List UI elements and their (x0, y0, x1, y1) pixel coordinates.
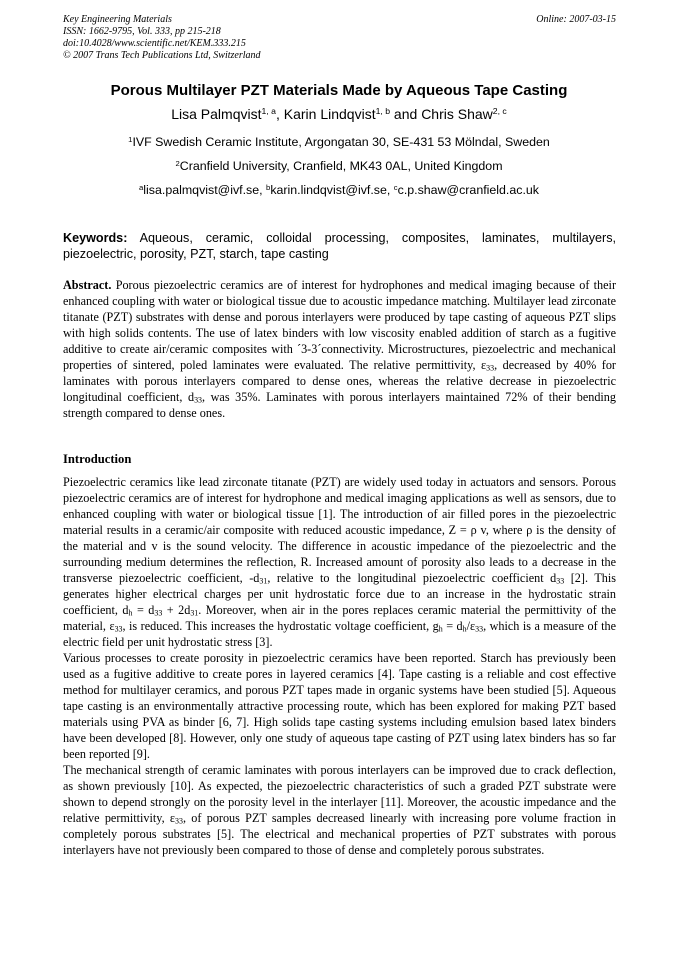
paragraph-text: = d (442, 619, 463, 633)
paragraph-text: Piezoelectric ceramics like lead zirconate titanate (PZT) are widely used today in actuators and sensors. Porous piezoelectric ceramics are of interest for hydrophone and medical imaging applications as well as sensors, due to enhanced coupling with water or biological tissue [1]. The introduction of air filled pores in the piezoelectric material results in a ceramic/air composite with reduced acoustic impedance, Z = ρ v, where ρ is the density of the material and v is the sound velocity. The difference in acoustic impedance of the piezoelectric and the surrounding medium determines the reflection, R. Increased amount of porosity also leads to a decrease in the transverse piezoelectric coefficient, -d (63, 475, 616, 585)
abstract-section (63, 277, 616, 421)
author-separator: and (390, 106, 422, 122)
doi-line[interactable]: doi:10.4028/www.scientific.net/KEM.333.215 (63, 38, 246, 49)
keywords-section (63, 230, 616, 262)
introduction-section (63, 474, 616, 858)
affiliation-mark: 1 (128, 134, 133, 144)
author-affiliation-mark: 1, b (375, 106, 391, 117)
author-name: Karin Lindqvist (283, 106, 376, 122)
email-mark: c (393, 182, 398, 192)
email-address[interactable]: c.p.shaw@cranfield.ac.uk (397, 183, 539, 197)
intro-paragraph: Various processes to create porosity in piezoelectric ceramics have been reported. Starch has previously been used as a fugitive additive to create pores in layered ceramics [4]. Tape casting is a reliable and cost effective method for multilayer ceramics, and porous PZT tapes made in organic systems have been studied [5]. Aqueous tape casting is an environmentally attractive processing route, which has been explored for making PZT based materials using PVA as binder [6, 7]. High solids tape casting systems including emulsion based latex binders have been developed [8]. However, only one study of aqueous tape casting of PZT using latex binders has so far been reported [9]. (63, 651, 616, 761)
email-address[interactable]: karin.lindqvist@ivf.se, (270, 183, 394, 197)
email-mark: a (139, 182, 144, 192)
paragraph-text: The mechanical strength of ceramic laminates with porous interlayers can be improved due to crack deflection, as shown previously [10]. As expected, the piezoelectric characteristics of such a graded PZT substrate were shown to depend strongly on the porosity level in the interlayer [11]. Moreover, the acoustic impedance and the relative permittivity, ε (63, 763, 616, 825)
abstract-text: , decreased by 40% for laminates with porous interlayers compared to dense ones, whereas the relative decrease in piezoelectric longitudinal coefficient, d (63, 358, 616, 404)
keywords-label: Keywords: (63, 231, 128, 245)
affiliation-text: IVF Swedish Ceramic Institute, Argongatan 30, SE-431 53 Mölndal, Sweden (132, 135, 550, 149)
copyright-line: © 2007 Trans Tech Publications Ltd, Switzerland (63, 50, 261, 61)
online-date: Online: 2007-03-15 (536, 14, 616, 25)
affiliation-1 (0, 134, 678, 150)
abstract-text: Porous piezoelectric ceramics are of interest for hydrophones and medical imaging because of their enhanced coupling with water or biological tissue due to acoustic impedance matching. Multilayer lead zirconate titanate (PZT) substrates with dense and porous interlayers were produced by tape casting of aqueous PZT slips with high solids contents. The use of latex binders with low viscosity enabled addition of starch as a fugitive additive to create air/ceramic composites with ´3-3´connectivity. Microstructures, piezoelectric and mechanical properties of sintered, poled laminates were evaluated. The relative permittivity, ε (63, 278, 616, 372)
email-mark: b (266, 182, 271, 192)
author-separator: , (275, 106, 284, 122)
affiliation-2 (0, 158, 678, 174)
subscript: 33 (486, 363, 495, 373)
intro-paragraph (63, 474, 616, 650)
paragraph-text: [2]. This generates higher electrical charges per unit hydrostatic force due to an increase in the hydrostatic strain coefficient, d (63, 571, 616, 617)
subscript: h (128, 608, 133, 618)
subscript: 33 (154, 608, 163, 618)
issn-line: ISSN: 1662-9795, Vol. 333, pp 215-218 (63, 26, 221, 37)
keywords-text: Aqueous, ceramic, colloidal processing, composites, laminates, multilayers, piezoelectric, porosity, PZT, starch, tape casting (63, 231, 616, 261)
author-name: Lisa Palmqvist (171, 106, 262, 122)
email-list (0, 182, 678, 198)
paragraph-text: , relative to the longitudinal piezoelectric coefficient d (267, 571, 557, 585)
affiliation-mark: 2 (175, 158, 180, 168)
abstract-text: , was 35%. Laminates with porous interlayers maintained 72% of their bending strength compared to dense ones. (63, 390, 616, 420)
subscript: 31 (259, 576, 268, 586)
journal-header (63, 14, 616, 62)
subscript: 31 (190, 608, 199, 618)
introduction-heading: Introduction (63, 452, 132, 466)
affiliation-text: Cranfield University, Cranfield, MK43 0AL, United Kingdom (179, 159, 503, 173)
paragraph-text: , of porous PZT samples decreased linearly with increasing pore volume fraction in completely porous substrates [5]. The electrical and mechanical properties of PZT substrates with porous interlayers have not previously been compared to those of dense and completely porous substrates. (63, 811, 616, 857)
paragraph-text: /ε (466, 619, 476, 633)
paragraph-text: = d (132, 603, 155, 617)
paragraph-text: + 2d (162, 603, 191, 617)
author-list (0, 105, 678, 123)
subscript: h (438, 624, 443, 634)
subscript: 33 (175, 816, 183, 826)
paragraph-text: , is reduced. This increases the hydrostatic voltage coefficient, g (122, 619, 439, 633)
paper-title: Porous Multilayer PZT Materials Made by Aqueous Tape Casting (110, 82, 568, 99)
subscript: 33 (114, 624, 123, 634)
subscript: 33 (475, 624, 484, 634)
author-affiliation-mark: 1, a (261, 106, 276, 117)
journal-name: Key Engineering Materials (63, 14, 172, 25)
subscript: h (462, 624, 467, 634)
subscript: 33 (194, 395, 202, 405)
email-address[interactable]: lisa.palmqvist@ivf.se, (143, 183, 267, 197)
intro-paragraph (63, 762, 616, 858)
author-name: Chris Shaw (421, 106, 493, 122)
subscript: 33 (556, 576, 565, 586)
paragraph-text: , which is a measure of the electric field per unit hydrostatic stress [3]. (63, 619, 617, 649)
author-affiliation-mark: 2, c (492, 106, 507, 117)
abstract-label: Abstract. (63, 278, 112, 292)
paragraph-text: . Moreover, when air in the pores replaces ceramic material the permittivity of the material, ε (63, 603, 616, 633)
